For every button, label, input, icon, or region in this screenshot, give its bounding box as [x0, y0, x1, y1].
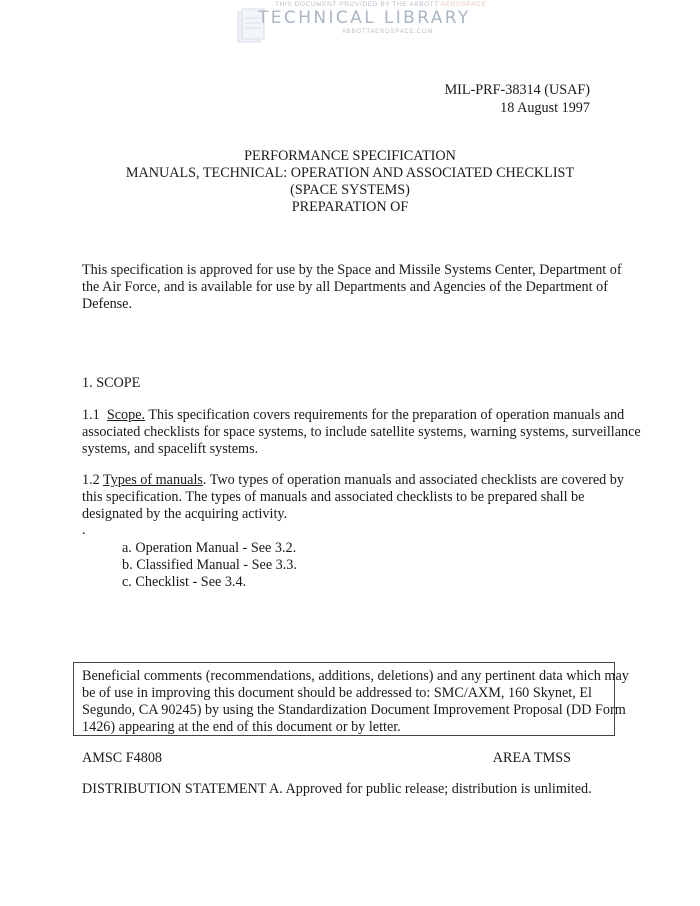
watermark-accent: AEROSPACE [440, 1, 487, 8]
watermark-url: ABBOTTAEROSPACE.COM [342, 29, 434, 35]
list-item: a. Operation Manual - See 3.2. [122, 540, 297, 556]
para-1-1-line-1 [82, 407, 624, 423]
list-item: c. Checklist - See 3.4. [122, 574, 247, 590]
para-number: 1.2 [82, 472, 104, 488]
para-text: . Two types of operation manuals and associated checklists are covered by [202, 472, 624, 488]
watermark-brand: ABBOTT [409, 1, 439, 8]
title-line-3: (SPACE SYSTEMS) [290, 182, 410, 198]
doc-date: 18 August 1997 [500, 100, 590, 116]
title-line-1: PERFORMANCE SPECIFICATION [244, 148, 456, 164]
doc-number: MIL-PRF-38314 (USAF) [444, 82, 590, 98]
title-line-2: MANUALS, TECHNICAL: OPERATION AND ASSOCIATED CHECKLIST [125, 165, 575, 181]
comments-line-1: Beneficial comments (recommendations, additions, deletions) and any pertinent data which may [82, 668, 629, 684]
section-heading-scope: 1. SCOPE [82, 375, 141, 391]
para-1-1-line-2: associated checklists for space systems, to include satellite systems, warning systems, surveillance [82, 424, 641, 440]
list-item: b. Classified Manual - See 3.3. [122, 557, 297, 573]
para-title: Scope. [106, 407, 146, 423]
para-title: Types of manuals [103, 472, 203, 488]
para-text: This specification covers requirements for the preparation of operation manuals and [145, 407, 625, 423]
comments-line-3: Segundo, CA 90245) by using the Standardization Document Improvement Proposal (DD Form [82, 702, 626, 718]
stray-period: . [82, 522, 86, 538]
approval-line-1: This specification is approved for use by the Space and Missile Systems Center, Department of [82, 262, 622, 278]
comments-line-4: 1426) appearing at the end of this document or by letter. [82, 719, 401, 735]
area-code: AREA TMSS [492, 750, 571, 766]
para-1-2-line-2: this specification. The types of manuals and associated checklists to be prepared shall be [82, 489, 585, 505]
title-line-4: PREPARATION OF [291, 199, 409, 215]
para-1-1-line-3: systems, and spacelift systems. [82, 441, 259, 457]
approval-line-3: Defense. [82, 296, 133, 312]
para-1-2-line-1 [82, 472, 624, 488]
para-1-2-line-3: designated by the acquiring activity. [82, 506, 288, 522]
watermark-title: TECHNICAL LIBRARY [258, 8, 471, 28]
watermark-prefix: THIS DOCUMENT PROVIDED BY THE [275, 1, 408, 8]
amsc-number: AMSC F4808 [82, 750, 163, 766]
approval-line-2: the Air Force, and is available for use by all Departments and Agencies of the Department of [82, 279, 608, 295]
para-number: 1.1 [82, 407, 100, 423]
comments-line-2: be of use in improving this document should be addressed to: SMC/AXM, 160 Skynet, El [82, 685, 592, 701]
watermark-logo [236, 0, 487, 48]
distribution-statement: DISTRIBUTION STATEMENT A. Approved for public release; distribution is unlimited. [82, 781, 592, 797]
